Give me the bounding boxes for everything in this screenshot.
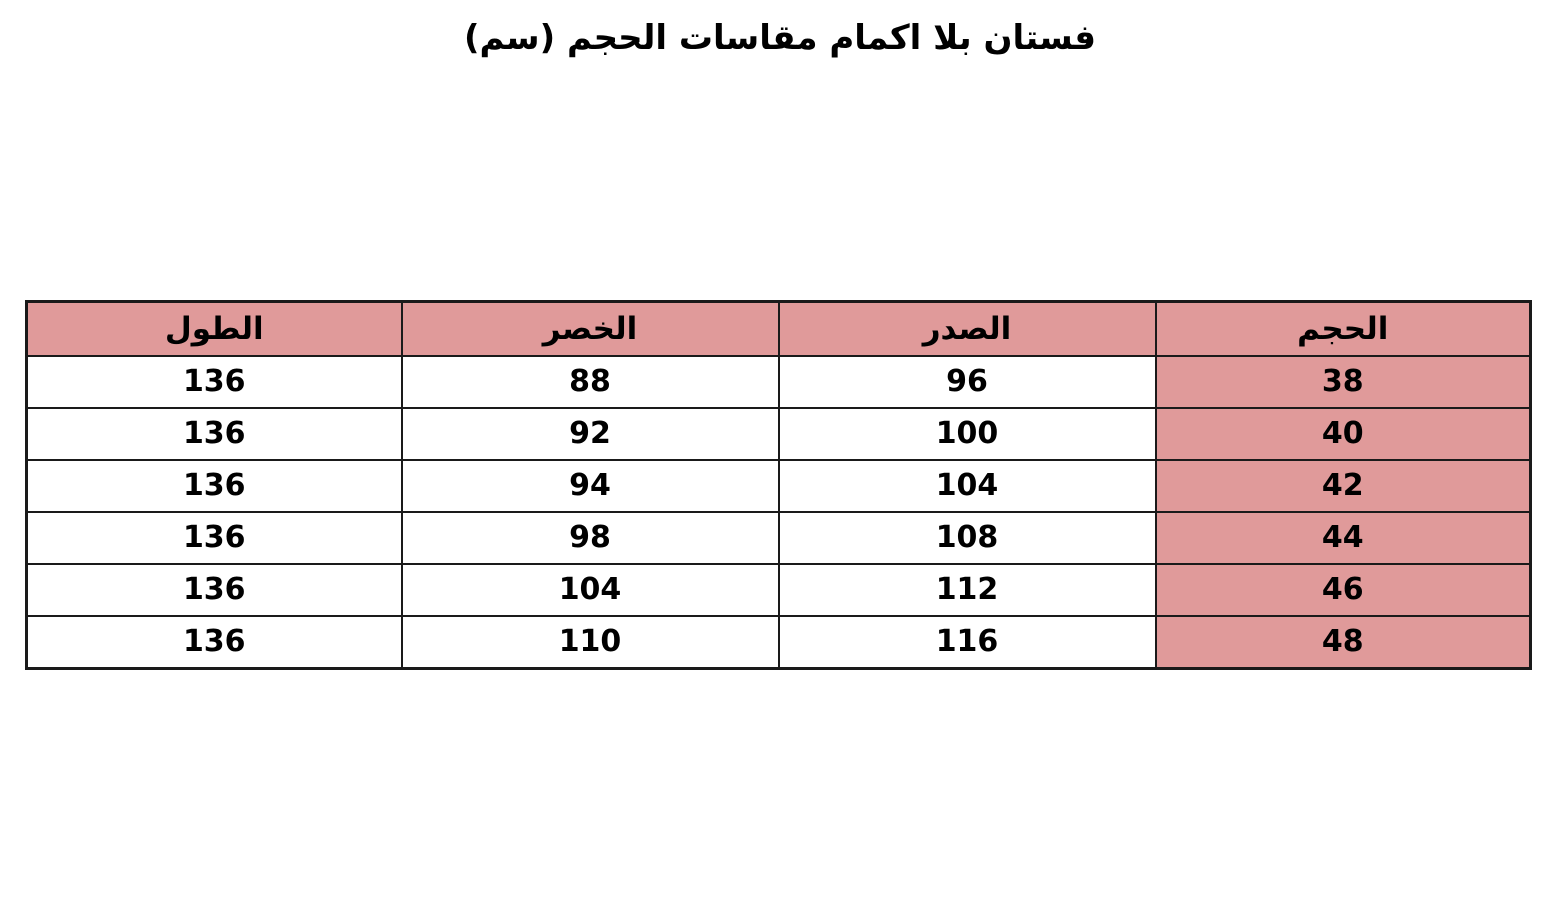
- cell-chest: 96: [779, 356, 1156, 408]
- table-row: [27, 564, 1531, 616]
- cell-waist: 110: [402, 616, 779, 669]
- table-row: [27, 408, 1531, 460]
- cell-waist: 92: [402, 408, 779, 460]
- cell-size: 40: [1156, 408, 1531, 460]
- cell-length: 136: [27, 616, 402, 669]
- page-title: فستان بلا اكمام مقاسات الحجم (سم): [463, 18, 1097, 58]
- table-row: [27, 512, 1531, 564]
- size-chart-table: [25, 300, 1532, 670]
- cell-size: 46: [1156, 564, 1531, 616]
- size-chart-container: [28, 300, 1532, 670]
- column-header-waist: الخصر: [402, 302, 779, 357]
- cell-size: 42: [1156, 460, 1531, 512]
- cell-waist: 104: [402, 564, 779, 616]
- cell-chest: 104: [779, 460, 1156, 512]
- table-row: [27, 460, 1531, 512]
- cell-waist: 98: [402, 512, 779, 564]
- cell-length: 136: [27, 512, 402, 564]
- cell-length: 136: [27, 460, 402, 512]
- cell-waist: 88: [402, 356, 779, 408]
- cell-size: 38: [1156, 356, 1531, 408]
- table-row: [27, 356, 1531, 408]
- cell-chest: 108: [779, 512, 1156, 564]
- cell-length: 136: [27, 408, 402, 460]
- cell-length: 136: [27, 356, 402, 408]
- cell-length: 136: [27, 564, 402, 616]
- table-header-row: [27, 302, 1531, 357]
- cell-chest: 116: [779, 616, 1156, 669]
- column-header-size: الحجم: [1156, 302, 1531, 357]
- column-header-chest: الصدر: [779, 302, 1156, 357]
- cell-chest: 112: [779, 564, 1156, 616]
- cell-size: 44: [1156, 512, 1531, 564]
- cell-waist: 94: [402, 460, 779, 512]
- cell-chest: 100: [779, 408, 1156, 460]
- column-header-length: الطول: [27, 302, 402, 357]
- cell-size: 48: [1156, 616, 1531, 669]
- table-row: [27, 616, 1531, 669]
